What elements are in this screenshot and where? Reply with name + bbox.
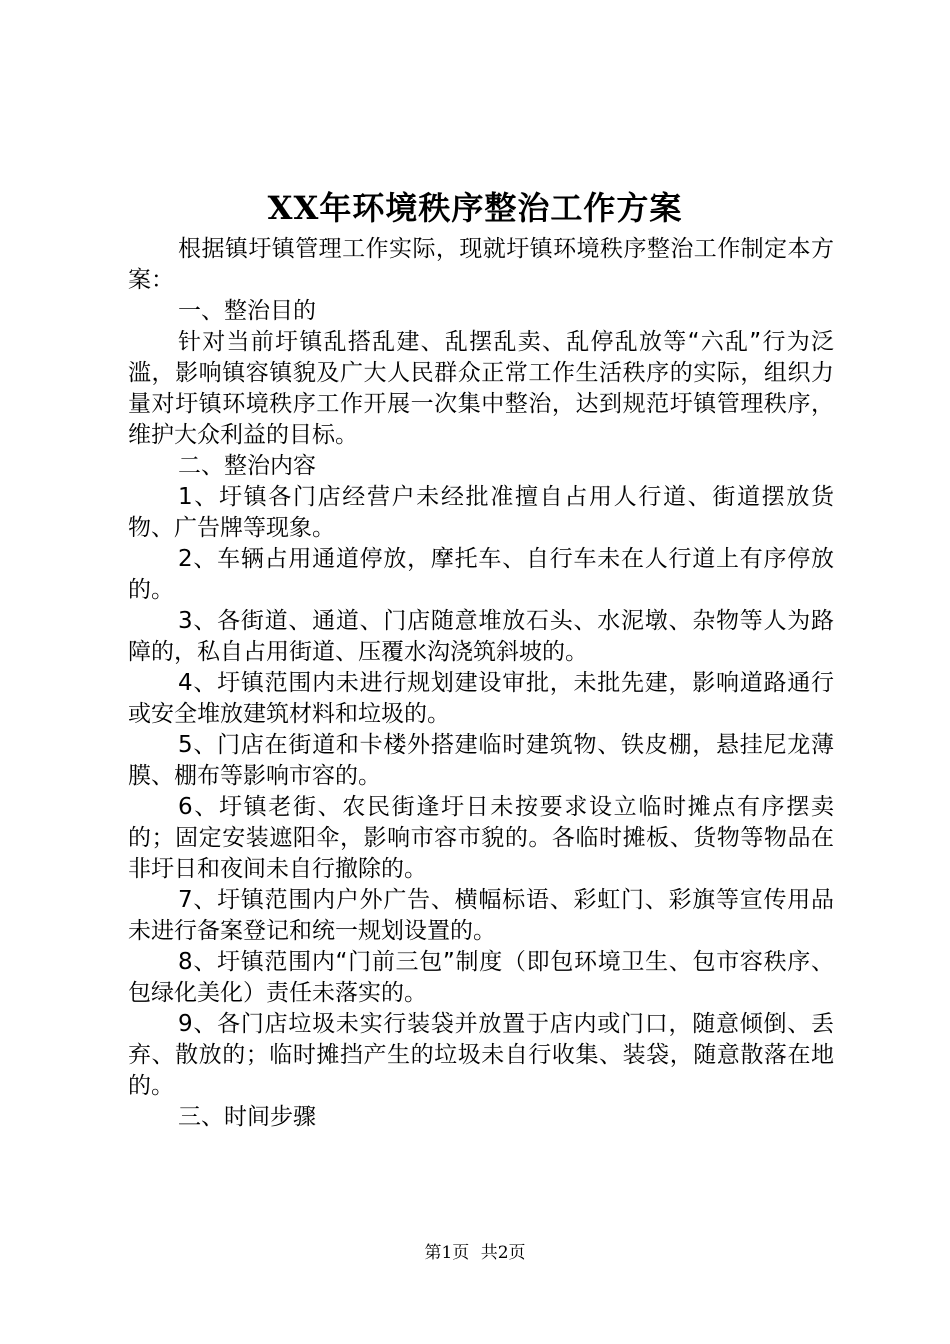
document-body xyxy=(128,234,834,1133)
section-heading-purpose: 一、整治目的 xyxy=(178,298,316,324)
list-item: 3、各街道、通道、门店随意堆放石头、水泥墩、杂物等人为路障的，私自占用街道、压覆水沟浇筑斜坡的。 xyxy=(128,608,834,665)
purpose-paragraph: 针对当前圩镇乱搭乱建、乱摆乱卖、乱停乱放等“六乱”行为泛滥，影响镇容镇貌及广大人民群众正常工作生活秩序的实际，组织力量对圩镇环境秩序工作开展一次集中整治，达到规范圩镇管理秩序，维护大众利益的目标。 xyxy=(128,329,834,448)
page-total: 共2页 xyxy=(480,1243,526,1263)
list-item: 1、圩镇各门店经营户未经批准擅自占用人行道、街道摆放货物、广告牌等现象。 xyxy=(128,484,834,541)
page-number: 第1页 xyxy=(424,1243,470,1263)
list-item: 2、车辆占用通道停放，摩托车、自行车未在人行道上有序停放的。 xyxy=(128,546,834,603)
list-item: 7、圩镇范围内户外广告、横幅标语、彩虹门、彩旗等宣传用品未进行备案登记和统一规划设置的。 xyxy=(128,887,834,944)
section-heading-schedule: 三、时间步骤 xyxy=(178,1104,316,1130)
page-footer xyxy=(0,1242,950,1264)
document-title: XX年环境秩序整治工作方案 xyxy=(267,189,683,227)
list-item: 4、圩镇范围内未进行规划建设审批，未批先建，影响道路通行或安全堆放建筑材料和垃圾的。 xyxy=(128,670,834,727)
list-item: 6、圩镇老街、农民街逢圩日未按要求设立临时摊点有序摆卖的；固定安装遮阳伞，影响市容市貌的。各临时摊板、货物等物品在非圩日和夜间未自行撤除的。 xyxy=(128,794,834,882)
list-item: 5、门店在街道和卡楼外搭建临时建筑物、铁皮棚，悬挂尼龙薄膜、棚布等影响市容的。 xyxy=(128,732,834,789)
list-item: 8、圩镇范围内“门前三包”制度（即包环境卫生、包市容秩序、包绿化美化）责任未落实的。 xyxy=(128,949,834,1006)
section-heading-content: 二、整治内容 xyxy=(178,453,316,479)
list-item: 9、各门店垃圾未实行装袋并放置于店内或门口，随意倾倒、丢弃、散放的；临时摊挡产生的垃圾未自行收集、装袋，随意散落在地的。 xyxy=(128,1011,834,1099)
intro-paragraph: 根据镇圩镇管理工作实际，现就圩镇环境秩序整治工作制定本方案： xyxy=(128,236,834,293)
